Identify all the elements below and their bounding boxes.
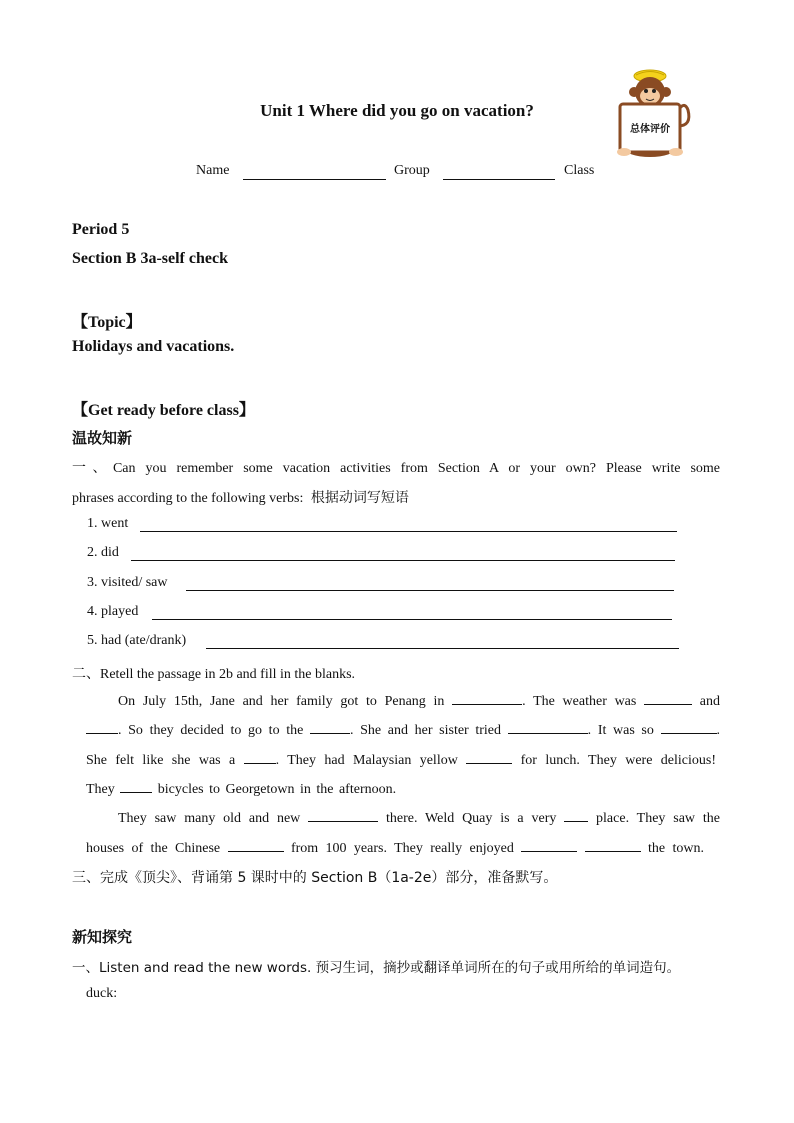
- ready-heading: 【Get ready before class】: [72, 402, 255, 419]
- period-label: Period 5: [72, 221, 130, 238]
- review-heading: 温故知新: [72, 429, 133, 447]
- class-label: Class: [564, 163, 595, 178]
- task3-instruction: 三、完成《顶尖》、背诵第 5 课时中的 Section B（1a-2e）部分，准备默写。: [72, 870, 558, 886]
- passage-text: bicycles to Georgetown in the afternoon.: [157, 782, 397, 797]
- passage-text: there. Weld Quay is a very: [385, 811, 557, 826]
- name-label: Name: [196, 163, 230, 178]
- task1-item-played: 4. played: [87, 604, 139, 619]
- section-label: Section B 3a-self check: [72, 250, 228, 267]
- answer-line-went[interactable]: [140, 530, 677, 532]
- passage-text: . They had Malaysian yellow: [275, 753, 458, 768]
- passage-text: . The weather was: [522, 694, 637, 709]
- passage-text: . She and her sister tried: [349, 723, 502, 738]
- passage-text: for lunch. They were delicious!: [520, 753, 717, 768]
- new-words-instruction: 一、Listen and read the new words. 预习生词，摘抄或翻译单词所在的句子或用所给的单词造句。: [72, 960, 681, 976]
- topic-text: Holidays and vacations.: [72, 338, 235, 355]
- blank-1[interactable]: [452, 692, 522, 705]
- blank-4[interactable]: [310, 721, 350, 734]
- passage-text: On July 15th, Jane and her family got to Penang in: [118, 694, 445, 709]
- passage-text: the town.: [648, 841, 705, 856]
- blank-11[interactable]: [564, 809, 588, 822]
- task1-item-did: 2. did: [87, 545, 119, 560]
- passage-line-1: [118, 692, 720, 710]
- passage-text: from 100 years. They really enjoyed: [290, 841, 514, 856]
- passage-text: . It was so: [587, 723, 654, 738]
- task1-instruction-cn: 根据动词写短语: [310, 490, 409, 506]
- blank-3[interactable]: [86, 721, 118, 734]
- blank-10[interactable]: [308, 809, 378, 822]
- task1-item-went: 1. went: [87, 516, 129, 531]
- blank-13[interactable]: [521, 839, 577, 852]
- group-label: Group: [394, 163, 430, 178]
- task1-instruction: 一、Can you remember some vacation activities from Section A or your own? Please write some: [72, 461, 720, 476]
- topic-heading: 【Topic】: [72, 314, 142, 331]
- task1-instruction-cont: [72, 487, 409, 507]
- task1-item-had: 5. had (ate/drank): [87, 633, 187, 648]
- answer-line-had[interactable]: [206, 647, 679, 649]
- passage-text: She felt like she was a: [86, 753, 236, 768]
- passage-line-4: [86, 780, 396, 798]
- blank-6[interactable]: [661, 721, 717, 734]
- group-field[interactable]: [443, 163, 555, 180]
- passage-text: .: [716, 723, 721, 738]
- blank-2[interactable]: [644, 692, 692, 705]
- passage-line-5: [118, 809, 720, 827]
- passage-text: place. They saw the: [596, 811, 720, 826]
- blank-8[interactable]: [466, 751, 512, 764]
- monkey-evaluation-badge: [606, 66, 694, 162]
- page-title: Unit 1 Where did you go on vacation?: [260, 101, 534, 120]
- passage-line-6: [86, 839, 704, 857]
- answer-line-did[interactable]: [131, 559, 675, 561]
- new-word-duck: duck:: [86, 986, 118, 1001]
- passage-text: They saw many old and new: [118, 811, 301, 826]
- passage-text: houses of the Chinese: [86, 841, 221, 856]
- task1-instruction-line2: phrases according to the following verbs:: [72, 491, 304, 506]
- name-field[interactable]: [243, 163, 386, 180]
- blank-9[interactable]: [120, 780, 152, 793]
- answer-line-visited[interactable]: [186, 589, 674, 591]
- blank-7[interactable]: [244, 751, 276, 764]
- blank-14[interactable]: [585, 839, 641, 852]
- new-knowledge-heading: 新知探究: [72, 928, 133, 946]
- passage-text: They: [86, 782, 115, 797]
- task2-heading: 二、Retell the passage in 2b and fill in the blanks.: [72, 667, 356, 682]
- passage-text: and: [699, 694, 721, 709]
- passage-line-2: [86, 721, 720, 739]
- answer-line-played[interactable]: [152, 618, 672, 620]
- passage-line-3: [86, 751, 716, 769]
- student-info-row: [0, 163, 794, 183]
- task1-item-visited: 3. visited/ saw: [87, 575, 168, 590]
- blank-12[interactable]: [228, 839, 284, 852]
- blank-5[interactable]: [508, 721, 588, 734]
- badge-text: 总体评价: [630, 124, 670, 135]
- passage-text: . So they decided to go to the: [118, 723, 304, 738]
